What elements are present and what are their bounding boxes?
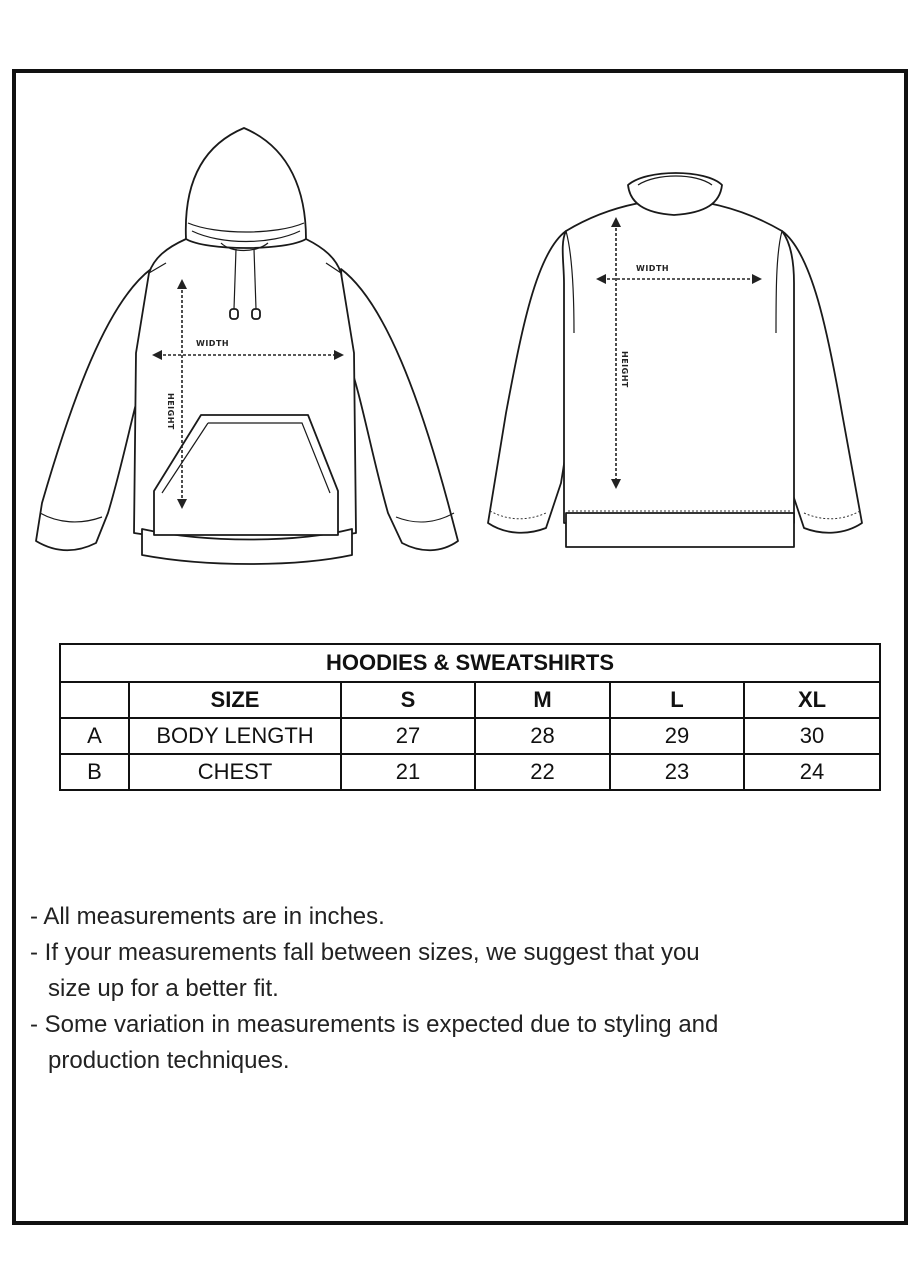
header-cell-size: SIZE <box>129 682 341 718</box>
hoodie-width-label: WIDTH <box>196 339 230 348</box>
value-xl: 30 <box>744 718 880 754</box>
value-xl: 24 <box>744 754 880 790</box>
value-s: 21 <box>341 754 475 790</box>
value-l: 23 <box>610 754 744 790</box>
hoodie-drawing <box>36 128 458 564</box>
header-cell-xl: XL <box>744 682 880 718</box>
table-title-row <box>60 644 880 682</box>
sweatshirt-width-label: WIDTH <box>636 264 670 273</box>
value-m: 22 <box>475 754 610 790</box>
hoodie-height-label: HEIGHT <box>166 393 175 430</box>
note-item: - Some variation in measurements is expected due to styling and production techniques. <box>30 1011 719 1074</box>
size-chart-table <box>59 643 881 791</box>
sweatshirt-height-label: HEIGHT <box>620 351 629 388</box>
row-letter: A <box>60 718 129 754</box>
table-header-row <box>60 682 880 718</box>
value-s: 27 <box>341 718 475 754</box>
value-l: 29 <box>610 718 744 754</box>
row-letter: B <box>60 754 129 790</box>
value-m: 28 <box>475 718 610 754</box>
measurement-name: BODY LENGTH <box>129 718 341 754</box>
header-cell-m: M <box>475 682 610 718</box>
garment-illustrations <box>16 73 904 593</box>
table-row <box>60 754 880 790</box>
garment-diagrams-svg <box>16 73 904 593</box>
measurement-name: CHEST <box>129 754 341 790</box>
note-item: - If your measurements fall between sizes, we suggest that you size up for a better fit. <box>30 939 700 1002</box>
table-row <box>60 718 880 754</box>
header-cell-s: S <box>341 682 475 718</box>
table-title: HOODIES & SWEATSHIRTS <box>60 644 880 682</box>
size-chart-frame <box>12 69 908 1225</box>
measurement-notes <box>30 899 730 1079</box>
header-cell-blank <box>60 682 129 718</box>
header-cell-l: L <box>610 682 744 718</box>
note-item: - All measurements are in inches. <box>30 903 385 930</box>
sweatshirt-drawing <box>488 173 862 547</box>
